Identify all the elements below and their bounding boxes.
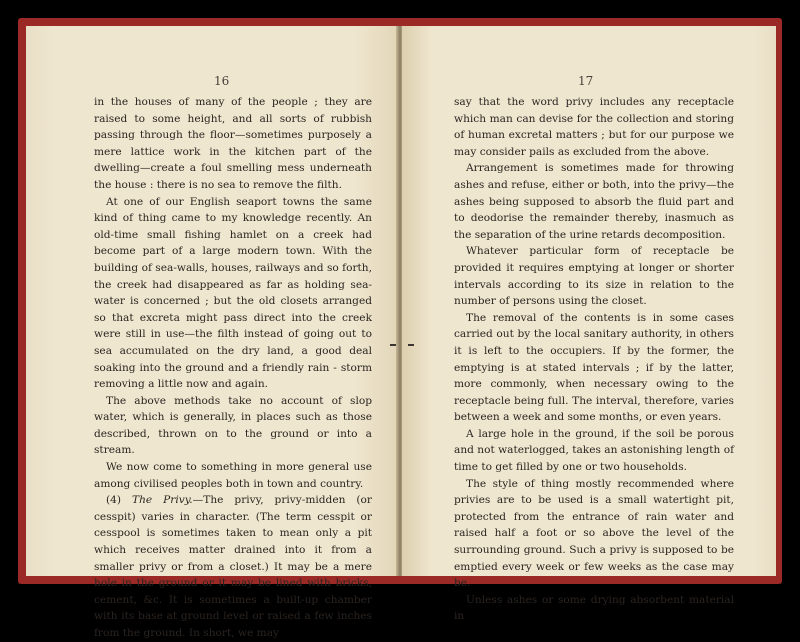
paragraph: At one of our English seaport towns the same kind of thing came to my knowledge recently. An old-time small fishing hamlet on a creek had become part of a large modern town. With the building of sea-walls, houses, railways and so forth, the creek had disappeared as far as holding sea-water is concerned ; but the old closets arranged so that excreta might pass direct into the creek were still in use—the filth instead of going out to sea accumulated on the dry land, a good deal soaking into the ground and a friendly rain - storm removing a little now and again. (94, 195, 372, 391)
paragraph: Unless ashes or some drying absorbent material in (454, 593, 734, 623)
page-number-left: 16 (214, 74, 230, 88)
paragraph: We now come to something in more general use among civilised peoples both in town and country. (94, 461, 372, 490)
left-page-text (94, 94, 372, 642)
page-number-right: 17 (578, 74, 594, 88)
section-text: —The privy, privy-midden (or cesspit) varies in character. (The term cesspit or cesspool is sometimes taken to mean only a pit which receives matter drained into it from a smaller privy or from a closet.) It may be a mere hole in the ground or it may be lined with bricks, cement, &c. It is sometimes a built-up chamber with its base at ground level or raised a few inches from the ground. In short, we may (94, 494, 372, 639)
gutter-mark-right (408, 344, 414, 346)
right-page-text (454, 94, 734, 625)
left-page (26, 26, 398, 639)
right-page (402, 26, 776, 623)
section-paragraph (94, 492, 372, 641)
paragraph: A large hole in the ground, if the soil be porous and not waterlogged, takes an astonishing length of time to get filled by one or two households. (454, 427, 734, 474)
section-title: The Privy. (132, 494, 193, 507)
paragraph: in the houses of many of the people ; they are raised to some height, and all sorts of rubbish passing through the floor—sometimes purposely a mere lattice work in the kitchen part of the dwelling—create a foul smelling mess underneath the house : there is no sea to remove the filth. (94, 96, 372, 191)
paragraph: Whatever particular form of receptacle be provided it requires emptying at longer or shorter intervals according to its size in relation to the number of persons using the closet. (454, 245, 734, 308)
paragraph: The above methods take no account of slop water, which is generally, in places such as those described, thrown on to the ground or into a stream. (94, 394, 372, 457)
paragraph: say that the word privy includes any receptacle which man can devise for the collection and storing of human excretal matters ; but for our purpose we may consider pails as excluded from the above. (454, 96, 734, 158)
section-number: (4) (106, 494, 122, 507)
paragraph: Arrangement is sometimes made for throwing ashes and refuse, either or both, into the privy—the ashes being supposed to absorb the fluid part and to deodorise the remainder thereby, inasmuch as the separation of the urine retards decomposition. (454, 162, 734, 241)
paragraph: The style of thing mostly recommended where privies are to be used is a small watertight pit, protected from the entrance of rain water and raised half a foot or so above the level of the surrounding ground. Such a privy is supposed to be emptied every week or few weeks as the case may be. (454, 477, 734, 590)
paragraph: The removal of the contents is in some cases carried out by the local sanitary authority, in others it is left to the occupiers. If by the former, the emptying is at stated intervals ; if by the latter, more commonly, when necessary owing to the receptacle being full. The interval, therefore, varies between a week and some months, or even years. (454, 311, 734, 424)
